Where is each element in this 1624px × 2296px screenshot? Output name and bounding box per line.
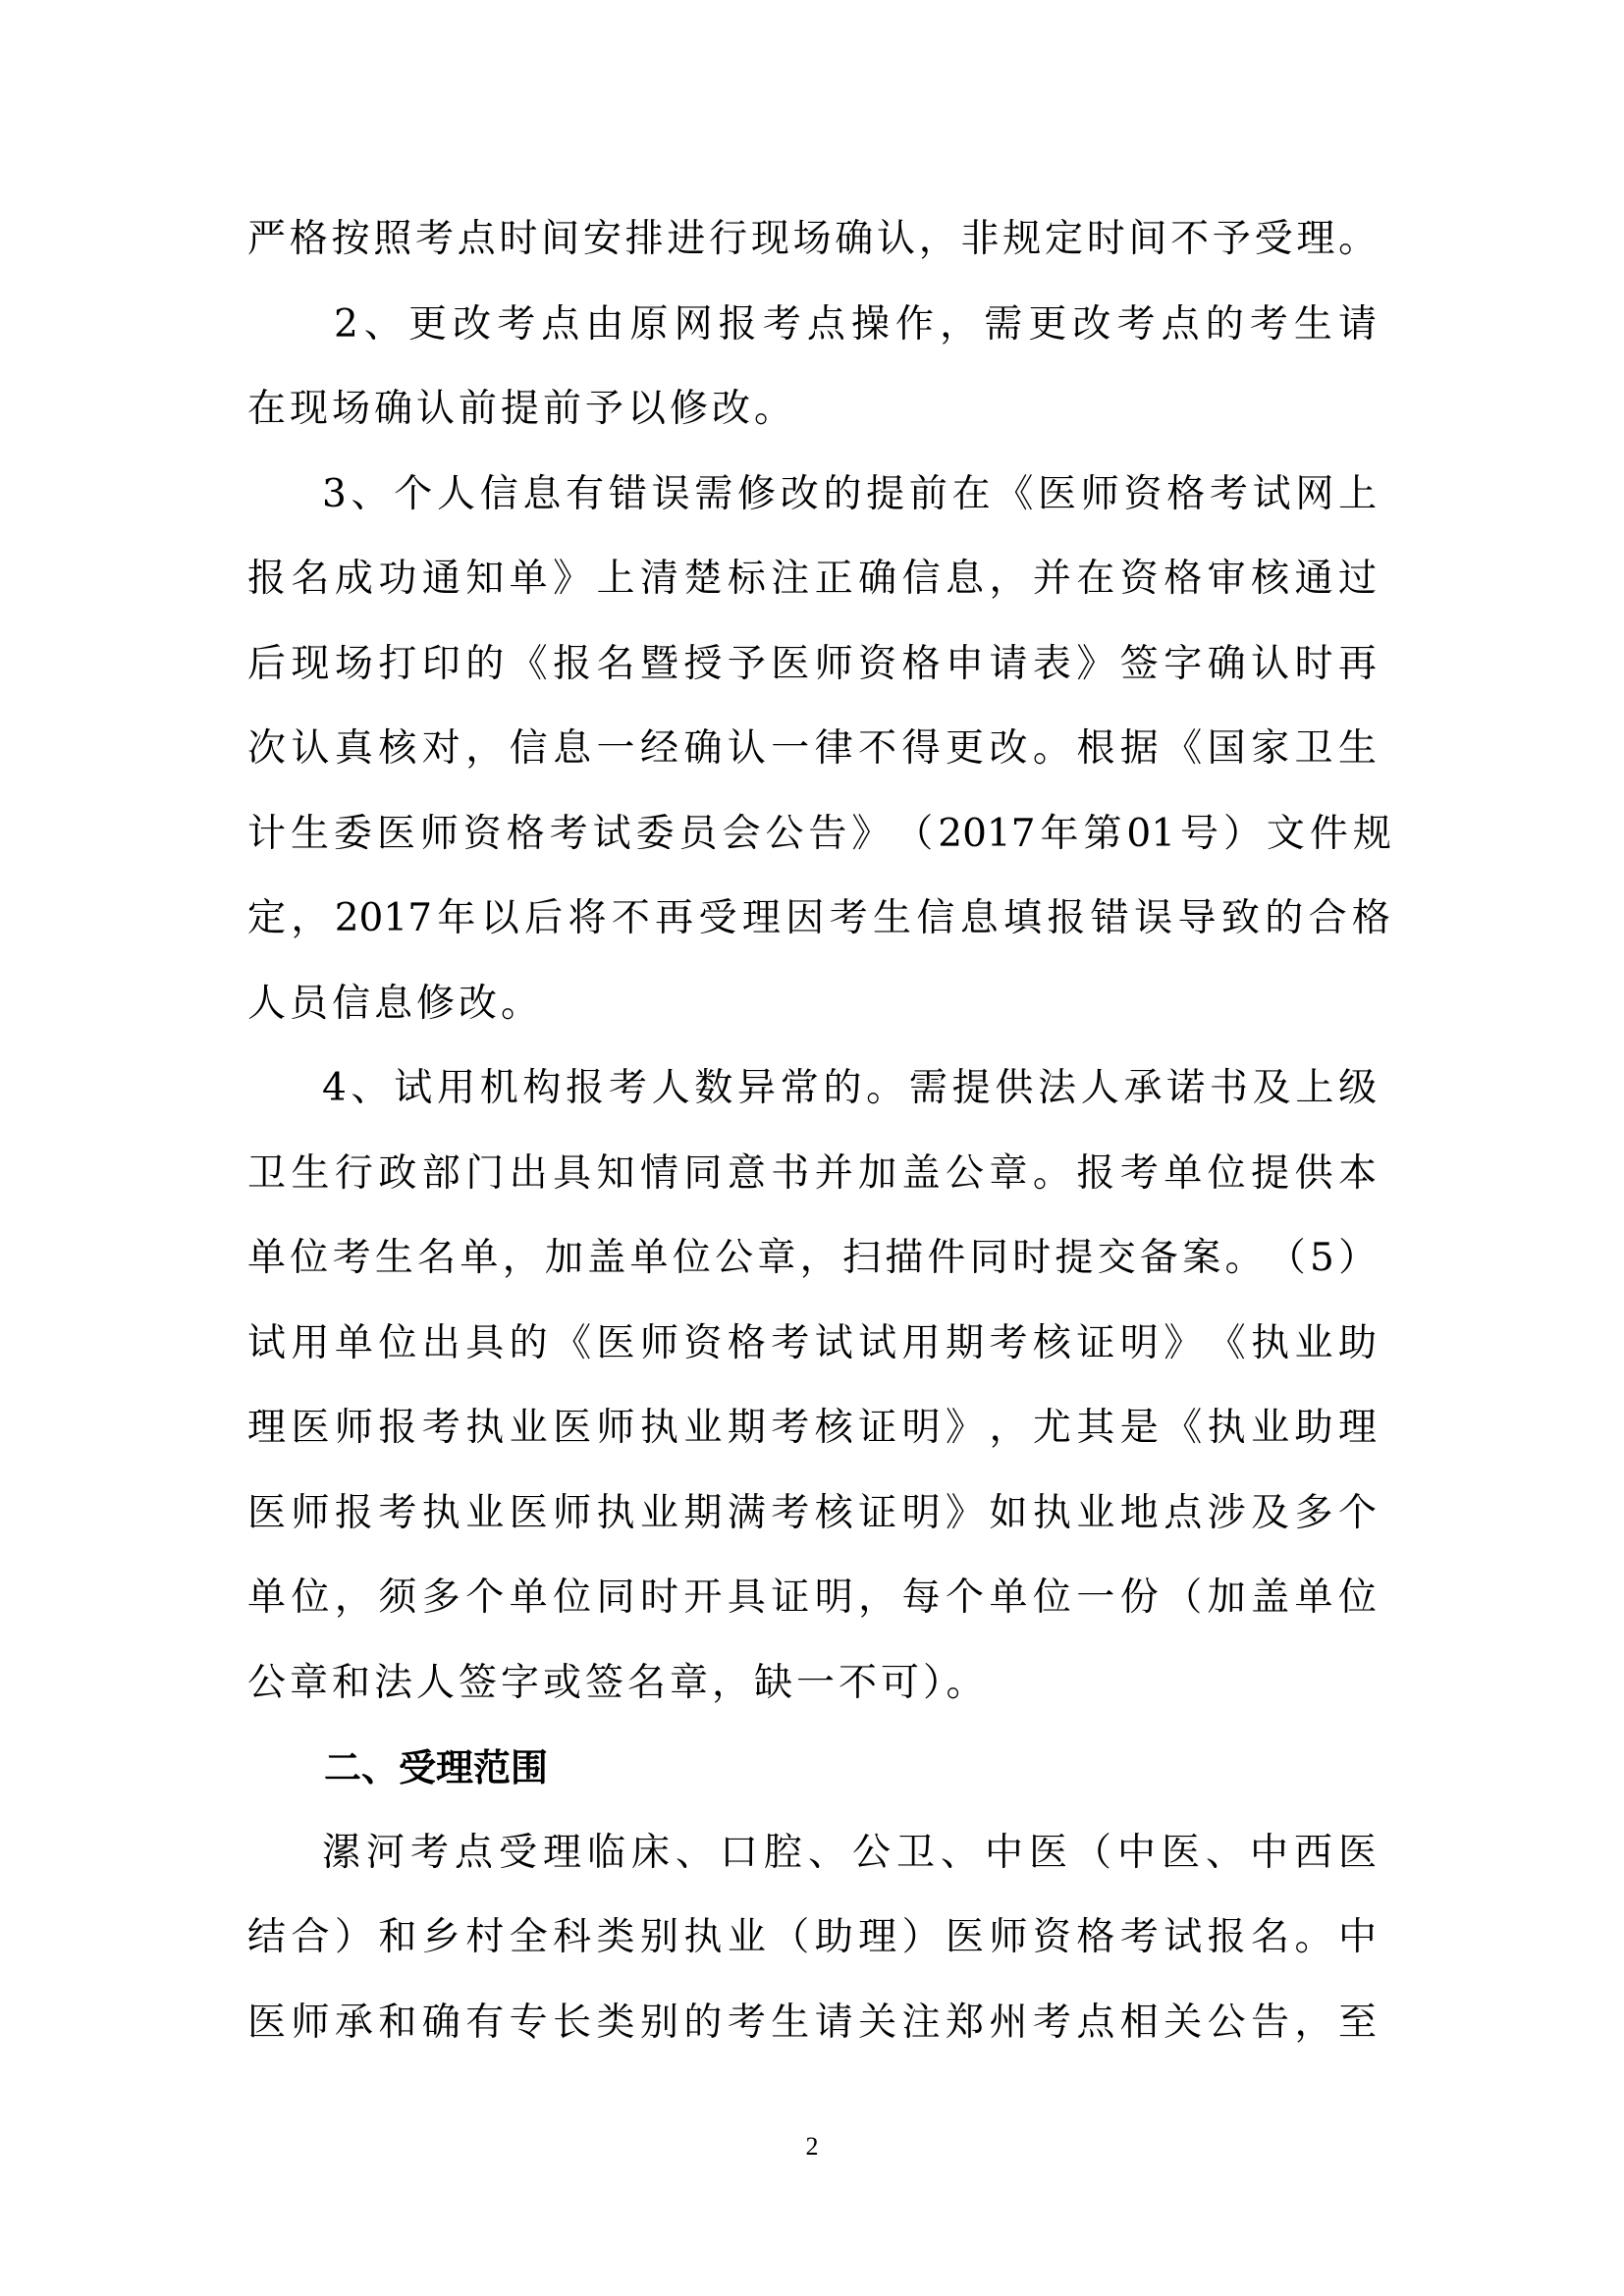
paragraph-line: 在现场确认前提前予以修改。	[247, 387, 797, 431]
page-number: 2	[805, 2132, 819, 2161]
paragraph-line: 计 生 委 医 师 资 格 考 试 委 员 会 公 告 》 （ 2017 年 第 01 号 ） 文 件 规	[247, 811, 1391, 856]
paragraph-line: 报 名 成 功 通 知 单 》 上 清 楚 标 注 正 确 信 息 ， 并 在 资 格 审 核 通 过	[247, 557, 1377, 601]
paragraph-line: 医 师 承 和 确 有 专 长 类 别 的 考 生 请 关 注 郑 州 考 点 相 关 公 告 ， 至	[247, 2000, 1377, 2045]
paragraph-line: 医 师 报 考 执 业 医 师 执 业 期 满 考 核 证 明 》 如 执 业 地 点 涉 及 多 个	[247, 1490, 1377, 1535]
paragraph-line: 试 用 单 位 出 具 的 《 医 师 资 格 考 试 试 用 期 考 核 证 明 》 《 执 业 助	[247, 1320, 1377, 1365]
list-item-4-line: 4 、 试 用 机 构 报 考 人 数 异 常 的 。 需 提 供 法 人 承 诺 书 及 上 级	[322, 1066, 1378, 1110]
paragraph-line: 漯 河 考 点 受 理 临 床 、 口 腔 、 公 卫 、 中 医 （ 中 医 、 中 西 医	[322, 1830, 1378, 1875]
paragraph-line: 公章和法人签字或签名章，缺一不可）。	[247, 1660, 989, 1705]
paragraph-line: 严 格 按 照 考 点 时 间 安 排 进 行 现 场 确 认 ， 非 规 定 时 间 不 予 受 理 。	[247, 217, 1378, 261]
paragraph-line: 后 现 场 打 印 的 《 报 名 暨 授 予 医 师 资 格 申 请 表 》 签 字 确 认 时 再	[247, 641, 1377, 686]
section-heading: 二、受理范围	[324, 1746, 549, 1789]
body-text	[247, 197, 1391, 2065]
paragraph-line: 单 位 考 生 名 单 ， 加 盖 单 位 公 章 ， 扫 描 件 同 时 提 交 备 案 。 （ 5 ）	[247, 1236, 1378, 1280]
paragraph-line: 次 认 真 核 对 ， 信 息 一 经 确 认 一 律 不 得 更 改 。 根 据 《 国 家 卫 生	[247, 726, 1377, 771]
paragraph-line: 单 位 ， 须 多 个 单 位 同 时 开 具 证 明 ， 每 个 单 位 一 份 （ 加 盖 单 位	[247, 1575, 1377, 1620]
list-item-2-line: 2 、 更 改 考 点 由 原 网 报 考 点 操 作 ， 需 更 改 考 点 的 考 生 请	[334, 301, 1377, 347]
paragraph-line: 卫 生 行 政 部 门 出 具 知 情 同 意 书 并 加 盖 公 章 。 报 考 单 位 提 供 本	[247, 1150, 1377, 1196]
paragraph-line: 人员信息修改。	[247, 981, 544, 1026]
list-item-3-line: 3 、 个 人 信 息 有 错 误 需 修 改 的 提 前 在 《 医 师 资 格 考 试 网 上	[322, 471, 1378, 516]
paragraph-line: 结 合 ） 和 乡 村 全 科 类 别 执 业 （ 助 理 ） 医 师 资 格 考 试 报 名 。 中	[247, 1915, 1377, 1959]
paragraph-line: 理 医 师 报 考 执 业 医 师 执 业 期 考 核 证 明 》 ， 尤 其 是 《 执 业 助 理	[247, 1406, 1377, 1450]
paragraph-line: 定 ， 2017 年 以 后 将 不 再 受 理 因 考 生 信 息 填 报 错 误 导 致 的 合 格	[247, 896, 1390, 940]
